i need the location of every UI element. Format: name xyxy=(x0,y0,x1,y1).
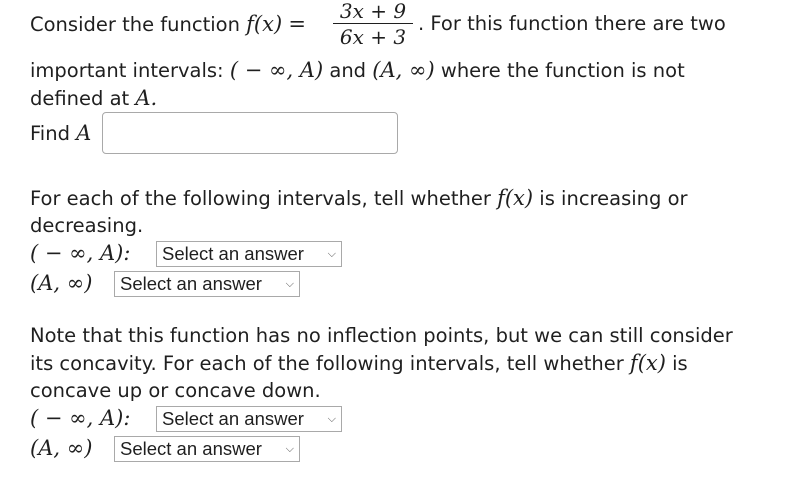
concavity-interval-1: ( − ∞, A): xyxy=(30,406,131,430)
function-name: f(x) xyxy=(246,12,283,36)
concavity-line-2 xyxy=(30,350,688,377)
fraction-denominator: 6x + 3 xyxy=(339,25,407,49)
select-value: Select an answer xyxy=(120,273,262,294)
select-value: Select an answer xyxy=(120,438,262,459)
concavity-select-2[interactable] xyxy=(114,436,300,462)
defined-text: defined at xyxy=(30,87,130,110)
chevron-down-icon: ⌵ xyxy=(285,278,294,290)
chevron-down-icon: ⌵ xyxy=(327,248,336,260)
increasing-text: For each of the following intervals, tell whether xyxy=(30,187,491,210)
and-text: and xyxy=(329,59,367,82)
increasing-interval-1: ( − ∞, A): xyxy=(30,241,131,265)
concavity-func: f(x) xyxy=(629,351,666,375)
intro-line-1-end: . For this function there are two xyxy=(418,12,726,35)
fraction-numerator: 3x + 9 xyxy=(339,0,407,23)
interval-right: (A, ∞) xyxy=(372,58,435,82)
increasing-interval-2: (A, ∞) xyxy=(30,271,93,295)
select-value: Select an answer xyxy=(162,243,304,264)
intervals-suffix: where the function is not xyxy=(440,59,685,82)
find-label xyxy=(30,120,91,147)
equals-sign: = xyxy=(288,12,306,36)
concavity-line-3: concave up or concave down. xyxy=(30,379,321,402)
concavity-interval-2: (A, ∞) xyxy=(30,436,93,460)
find-text: Find xyxy=(30,122,70,145)
increasing-line-1 xyxy=(30,185,688,212)
intro-line-3 xyxy=(30,85,157,112)
concavity-select-1[interactable] xyxy=(156,406,342,432)
concavity-text: its concavity. For each of the following intervals, tell whether xyxy=(30,352,624,375)
increasing-func: f(x) xyxy=(497,186,534,210)
find-var: A xyxy=(76,121,92,145)
increasing-select-1[interactable] xyxy=(156,241,342,267)
chevron-down-icon: ⌵ xyxy=(285,443,294,455)
intro-text: Consider the function xyxy=(30,13,240,36)
concavity-line-1: Note that this function has no inflection points, but we can still consider xyxy=(30,324,733,347)
intro-line-1 xyxy=(30,11,306,38)
find-a-input[interactable] xyxy=(102,112,398,154)
concavity-text-end: is xyxy=(672,352,688,375)
increasing-text-end: is increasing or xyxy=(539,187,688,210)
function-fraction xyxy=(333,0,413,49)
intervals-label: important intervals: xyxy=(30,59,224,82)
chevron-down-icon: ⌵ xyxy=(327,413,336,425)
fraction-bar xyxy=(333,23,413,24)
increasing-select-2[interactable] xyxy=(114,271,300,297)
select-value: Select an answer xyxy=(162,408,304,429)
interval-left: ( − ∞, A) xyxy=(229,58,324,82)
defined-var: A. xyxy=(135,86,158,110)
increasing-line-2: decreasing. xyxy=(30,214,144,237)
intro-line-2 xyxy=(30,57,685,84)
